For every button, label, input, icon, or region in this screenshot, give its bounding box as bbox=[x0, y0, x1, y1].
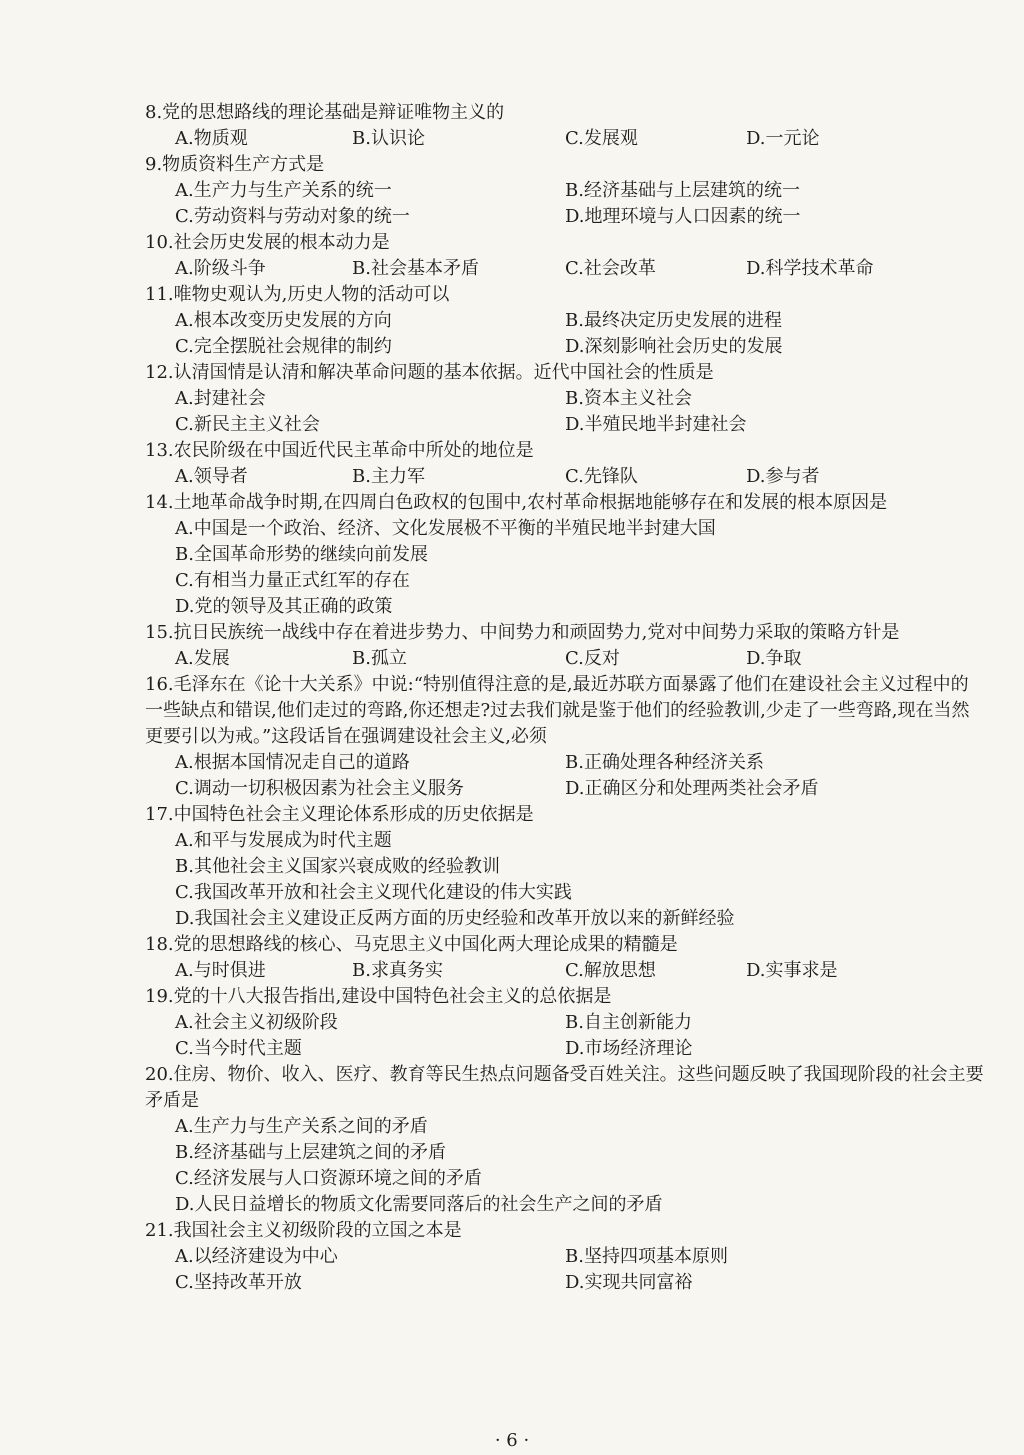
question-item bbox=[145, 1218, 985, 1296]
options-row bbox=[145, 958, 985, 984]
options-row bbox=[145, 1010, 985, 1036]
options-row bbox=[145, 542, 985, 568]
answer-option: C.坚持改革开放 bbox=[175, 1272, 302, 1293]
options-row bbox=[145, 880, 985, 906]
answer-option: D.一元论 bbox=[746, 128, 820, 149]
options-row bbox=[145, 308, 985, 334]
options-row bbox=[145, 334, 985, 360]
options-row bbox=[145, 1166, 985, 1192]
answer-option: C.解放思想 bbox=[565, 960, 656, 981]
question-stem: 11.唯物史观认为,历史人物的活动可以 bbox=[145, 284, 450, 305]
answer-option: C.调动一切积极因素为社会主义服务 bbox=[175, 778, 464, 799]
question-item bbox=[145, 152, 985, 230]
answer-option: A.生产力与生产关系之间的矛盾 bbox=[175, 1116, 428, 1137]
options-row bbox=[145, 776, 985, 802]
answer-option: B.自主创新能力 bbox=[565, 1012, 692, 1033]
options-row bbox=[145, 854, 985, 880]
options-row bbox=[145, 178, 985, 204]
answer-option: B.正确处理各种经济关系 bbox=[565, 752, 764, 773]
answer-option: D.实现共同富裕 bbox=[565, 1272, 693, 1293]
question-stem: 15.抗日民族统一战线中存在着进步势力、中间势力和顽固势力,党对中间势力采取的策略方针是 bbox=[145, 622, 900, 643]
answer-option: C.经济发展与人口资源环境之间的矛盾 bbox=[175, 1168, 482, 1189]
question-stem: 17.中国特色社会主义理论体系形成的历史依据是 bbox=[145, 804, 534, 825]
options-row bbox=[145, 828, 985, 854]
options-row bbox=[145, 256, 985, 282]
answer-option: D.实事求是 bbox=[746, 960, 838, 981]
options-row bbox=[145, 1270, 985, 1296]
options-row bbox=[145, 568, 985, 594]
answer-option: D.深刻影响社会历史的发展 bbox=[565, 336, 783, 357]
page-number: · 6 · bbox=[494, 1430, 530, 1451]
question-item bbox=[145, 282, 985, 360]
answer-option: D.参与者 bbox=[746, 466, 820, 487]
options-row bbox=[145, 464, 985, 490]
answer-option: D.人民日益增长的物质文化需要同落后的社会生产之间的矛盾 bbox=[175, 1194, 663, 1215]
answer-option: D.争取 bbox=[746, 648, 802, 669]
question-item bbox=[145, 438, 985, 490]
question-stem: 19.党的十八大报告指出,建设中国特色社会主义的总依据是 bbox=[145, 986, 612, 1007]
answer-option: C.反对 bbox=[565, 648, 620, 669]
question-stem: 20.住房、物价、收入、医疗、教育等民生热点问题备受百姓关注。这些问题反映了我国现阶段的社会主要矛盾是 bbox=[145, 1064, 984, 1111]
question-item bbox=[145, 360, 985, 438]
answer-option: C.完全摆脱社会规律的制约 bbox=[175, 336, 392, 357]
options-row bbox=[145, 386, 985, 412]
options-row bbox=[145, 412, 985, 438]
answer-option: B.全国革命形势的继续向前发展 bbox=[175, 544, 428, 565]
question-stem: 8.党的思想路线的理论基础是辩证唯物主义的 bbox=[145, 102, 505, 123]
question-stem: 16.毛泽东在《论十大关系》中说:“特别值得注意的是,最近苏联方面暴露了他们在建设社会主义过程中的一些缺点和错误,他们走过的弯路,你还想走?过去我们就是鉴于他们的经验教训,少走了一些弯路,现在当然更要引以为戒。”这段话旨在强调建设社会主义,必须 bbox=[145, 674, 970, 747]
question-item bbox=[145, 672, 985, 802]
answer-option: D.正确区分和处理两类社会矛盾 bbox=[565, 778, 819, 799]
question-stem: 12.认清国情是认清和解决革命问题的基本依据。近代中国社会的性质是 bbox=[145, 362, 714, 383]
question-item bbox=[145, 230, 985, 282]
answer-option: A.物质观 bbox=[175, 128, 248, 149]
answer-option: A.与时俱进 bbox=[175, 960, 266, 981]
answer-option: C.我国改革开放和社会主义现代化建设的伟大实践 bbox=[175, 882, 572, 903]
answer-option: A.根据本国情况走自己的道路 bbox=[175, 752, 410, 773]
options-row bbox=[145, 126, 985, 152]
question-stem: 9.物质资料生产方式是 bbox=[145, 154, 325, 175]
answer-option: A.生产力与生产关系的统一 bbox=[175, 180, 392, 201]
answer-option: A.封建社会 bbox=[175, 388, 266, 409]
answer-option: C.新民主主义社会 bbox=[175, 414, 320, 435]
answer-option: B.主力军 bbox=[352, 466, 425, 487]
answer-option: B.认识论 bbox=[352, 128, 425, 149]
answer-option: B.经济基础与上层建筑的统一 bbox=[565, 180, 800, 201]
options-row bbox=[145, 516, 985, 542]
answer-option: A.中国是一个政治、经济、文化发展极不平衡的半殖民地半封建大国 bbox=[175, 518, 716, 539]
options-row bbox=[145, 750, 985, 776]
answer-option: A.领导者 bbox=[175, 466, 248, 487]
answer-option: D.市场经济理论 bbox=[565, 1038, 693, 1059]
options-row bbox=[145, 594, 985, 620]
answer-option: A.发展 bbox=[175, 648, 230, 669]
question-item bbox=[145, 984, 985, 1062]
options-row bbox=[145, 204, 985, 230]
answer-option: B.求真务实 bbox=[352, 960, 443, 981]
options-row bbox=[145, 1140, 985, 1166]
question-stem: 18.党的思想路线的核心、马克思主义中国化两大理论成果的精髓是 bbox=[145, 934, 678, 955]
options-row bbox=[145, 646, 985, 672]
answer-option: C.当今时代主题 bbox=[175, 1038, 302, 1059]
question-item bbox=[145, 802, 985, 932]
options-row bbox=[145, 906, 985, 932]
question-list bbox=[145, 100, 985, 1296]
answer-option: D.党的领导及其正确的政策 bbox=[175, 596, 393, 617]
question-item bbox=[145, 100, 985, 152]
answer-option: D.地理环境与人口因素的统一 bbox=[565, 206, 801, 227]
options-row bbox=[145, 1114, 985, 1140]
options-row bbox=[145, 1036, 985, 1062]
answer-option: B.孤立 bbox=[352, 648, 407, 669]
answer-option: C.有相当力量正式红军的存在 bbox=[175, 570, 410, 591]
answer-option: B.资本主义社会 bbox=[565, 388, 692, 409]
question-item bbox=[145, 1062, 985, 1218]
answer-option: D.我国社会主义建设正反两方面的历史经验和改革开放以来的新鲜经验 bbox=[175, 908, 735, 929]
answer-option: A.以经济建设为中心 bbox=[175, 1246, 338, 1267]
answer-option: B.其他社会主义国家兴衰成败的经验教训 bbox=[175, 856, 500, 877]
answer-option: B.最终决定历史发展的进程 bbox=[565, 310, 782, 331]
answer-option: C.劳动资料与劳动对象的统一 bbox=[175, 206, 410, 227]
options-row bbox=[145, 1192, 985, 1218]
answer-option: D.科学技术革命 bbox=[746, 258, 874, 279]
answer-option: B.经济基础与上层建筑之间的矛盾 bbox=[175, 1142, 446, 1163]
question-item bbox=[145, 620, 985, 672]
question-stem: 21.我国社会主义初级阶段的立国之本是 bbox=[145, 1220, 462, 1241]
answer-option: C.发展观 bbox=[565, 128, 638, 149]
answer-option: A.社会主义初级阶段 bbox=[175, 1012, 338, 1033]
question-stem: 13.农民阶级在中国近代民主革命中所处的地位是 bbox=[145, 440, 534, 461]
answer-option: A.根本改变历史发展的方向 bbox=[175, 310, 392, 331]
answer-option: B.社会基本矛盾 bbox=[352, 258, 479, 279]
answer-option: A.阶级斗争 bbox=[175, 258, 266, 279]
answer-option: C.社会改革 bbox=[565, 258, 656, 279]
answer-option: B.坚持四项基本原则 bbox=[565, 1246, 728, 1267]
question-stem: 10.社会历史发展的根本动力是 bbox=[145, 232, 390, 253]
answer-option: D.半殖民地半封建社会 bbox=[565, 414, 747, 435]
answer-option: C.先锋队 bbox=[565, 466, 638, 487]
answer-option: A.和平与发展成为时代主题 bbox=[175, 830, 392, 851]
question-item bbox=[145, 932, 985, 984]
options-row bbox=[145, 1244, 985, 1270]
question-stem: 14.土地革命战争时期,在四周白色政权的包围中,农村革命根据地能够存在和发展的根本原因是 bbox=[145, 492, 888, 513]
question-item bbox=[145, 490, 985, 620]
